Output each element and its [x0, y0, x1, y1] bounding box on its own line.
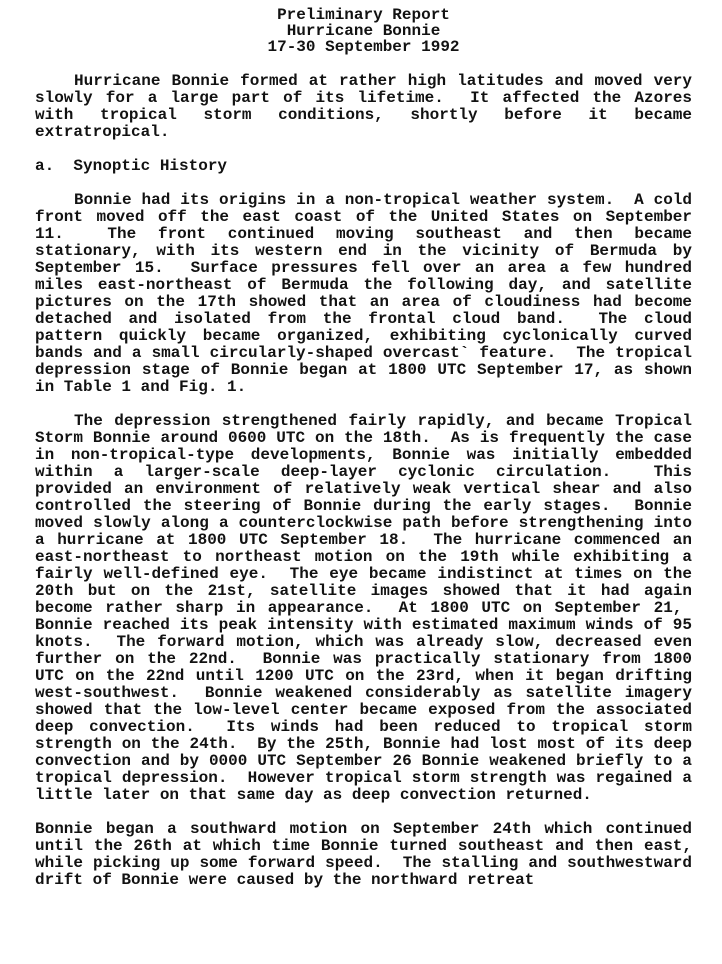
synoptic-history-paragraph-2: The depression strengthened fairly rapidly, and became Tropical Storm Bonnie around 0600 UTC on the 18th. As is frequently the case in non-tropical-type developments, Bonnie was initially embedded within a larger-scale deep-layer cyclonic circulation. This provided an environment of relatively weak vertical shear and also controlled the steering of Bonnie during the early stages. Bonnie moved slowly along a counterclockwise path before strengthening into a hurricane at 1800 UTC September 18. The hurricane commenced an east-northeast to northeast motion on the 19th while exhibiting a fairly well-defined eye. The eye became indistinct at times on the 20th but on the 21st, satellite images showed that it had again become rather sharp in appearance. At 1800 UTC on September 21, Bonnie reached its peak intensity with estimated maximum winds of 95 knots. The forward motion, which was already slow, decreased even further on the 22nd. Bonnie was practically stationary from 1800 UTC on the 22nd until 1200 UTC on the 23rd, when it began drifting west-southwest. Bonnie weakened considerably as satellite imagery showed that the low-level center became exposed from the associated deep convection. Its winds had been reduced to tropical storm strength on the 24th. By the 25th, Bonnie had lost most of its deep convection and by 0000 UTC September 26 Bonnie weakened briefly to a tropical depression. However tropical storm strength was regained a little later on that same day as deep convection returned.: [35, 412, 692, 804]
section-a-heading: a. Synoptic History: [35, 157, 228, 175]
report-title-line-1: Preliminary Report: [277, 6, 450, 24]
intro-paragraph: Hurricane Bonnie formed at rather high latitudes and moved very slowly for a large part of its lifetime. It affected the Azores with tropical storm conditions, shortly before it became extratropical.: [35, 72, 692, 141]
synoptic-history-paragraph-3: Bonnie began a southward motion on September 24th which continued until the 26th at which time Bonnie turned southeast and then east, while picking up some forward speed. The stalling and southwestward drift of Bonnie were caused by the northward retreat: [35, 820, 692, 889]
synoptic-history-paragraph-1: Bonnie had its origins in a non-tropical weather system. A cold front moved off the east coast of the United States on September 11. The front continued moving southeast and then became stationary, with its western end in the vicinity of Bermuda by September 15. Surface pressures fell over an area a few hundred miles east-northeast of Bermuda the following day, and satellite pictures on the 17th showed that an area of cloudiness had become detached and isolated from the frontal cloud band. The cloud pattern quickly became organized, exhibiting cyclonically curved bands and a small circularly-shaped overcast` feature. The tropical depression stage of Bonnie began at 1800 UTC September 17, as shown in Table 1 and Fig. 1.: [35, 191, 692, 396]
report-title-block: [35, 7, 692, 55]
report-title-line-2: Hurricane Bonnie: [286, 22, 441, 40]
report-title-line-3: 17-30 September 1992: [267, 38, 460, 56]
